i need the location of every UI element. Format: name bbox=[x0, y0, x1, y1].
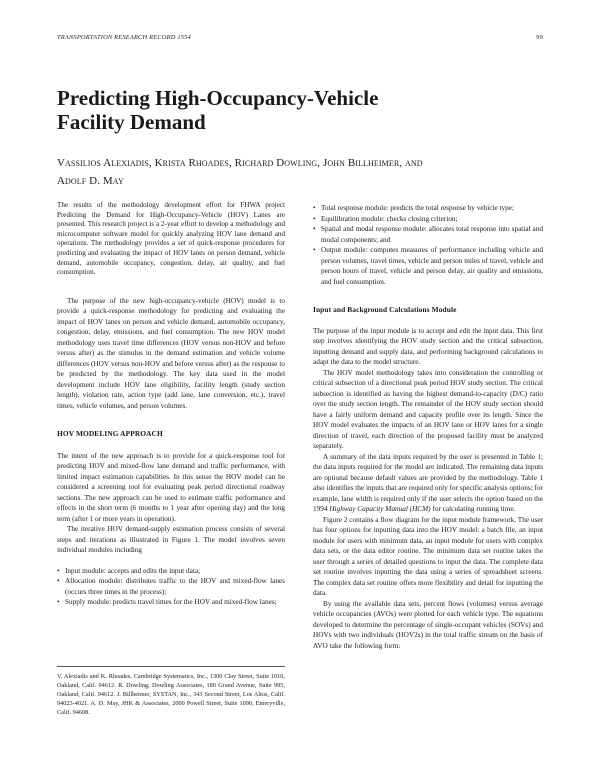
footnote-divider bbox=[57, 666, 285, 667]
left-column bbox=[57, 201, 285, 608]
abstract: The results of the methodology development effort for FHWA project Predicting the Demand for High-Occupancy-Vehicle (HOV) Lanes are presented. This research project is a 2-year effort to develop a methodology and microcomputer software model for quickly analyzing HOV lane demand and operations. The methodology provides a set of quick-response procedures for predicting and evaluating the impact of HOV lanes on person demand, vehicle demand, automobile occupancy, congestion, delay, air quality, and fuel consumption. bbox=[57, 201, 285, 277]
module-list-left bbox=[57, 566, 285, 608]
title-line-1: Predicting High-Occupancy-Vehicle bbox=[57, 86, 379, 110]
approach-paragraph-1: The intent of the new approach is to provide for a quick-response tool for predicting HOV and mixed-flow lane demand and traffic performance, with limited impact estimation capabilities. In this sense the HOV model can be considered a screening tool for evaluating peak period directional roadway sections. The new approach can be used to estimate traffic performance and effects in the short term (6 months to 1 year after opening day) and the long term (after 1 or more years in operation). bbox=[57, 451, 285, 523]
list-item: • Supply module: predicts travel times for the HOV and mixed-flow lanes; bbox=[57, 598, 277, 607]
approach-paragraph-2: The iterative HOV demand-supply estimation process consists of several steps and iterations as illustrated in Figure 1. The model involves seven individual modules including bbox=[57, 525, 285, 555]
right-column bbox=[313, 203, 543, 651]
title-line-2: Facility Demand bbox=[57, 110, 206, 134]
journal-name: TRANSPORTATION RESEARCH RECORD 1554 bbox=[57, 34, 191, 41]
hcm-reference: Highway Capacity Manual (HCM) bbox=[329, 505, 431, 513]
author-affiliations-footnote: V. Alexiadis and K. Rhoades, Cambridge Systematics, Inc., 1300 Clay Street, Suite 1010, Oakland, Calif. 94612. R. Dowling, Dowling Associates, 180 Grand Avenue, Suite 995, Oakland, Calif. 94612. J. Billheimer, SYSTAN, Inc., 343 Second Street, Los Altos, Calif. 94023-4021. A. D. May, JHK & Associates, 2000 Powell Street, Suite 1090, Emeryville, Calif. 94608. bbox=[57, 673, 285, 716]
module-list-right bbox=[313, 203, 543, 287]
list-item: • Allocation module: distributes traffic to the HOV and mixed-flow lanes (occurs three times in the process); bbox=[57, 577, 285, 596]
input-paragraph-2: The HOV model methodology takes into consideration the controlling or critical subsection of a directional peak period HOV study section. The critical subsection is identified as having the highest demand-to-capacity (D/C) ratio over the study section length. The remainder of the HOV study section should have a fairly uniform demand and capacity profile over its length. Since the HOV model evaluates the impacts of an HOV lane or HOV lanes for a single direction of travel, each direction of the proposed facility must be analyzed separately. bbox=[313, 368, 543, 450]
list-item: • Total response module: predicts the total response by vehicle type; bbox=[313, 204, 514, 212]
intro-paragraph: The purpose of the new high-occupancy-vehicle (HOV) model is to provide a quick-response methodology for predicting and evaluating the impact of HOV lanes on person and vehicle demand, automobile occupancy, congestion, delay, emissions, and fuel consumption. The new HOV model methodology uses travel time differences (HOV versus non-HOV and before versus after) as the stimulus in the demand estimation and vehicle volume differences (HOV versus non-HOV and before versus after) as the response to be predicted by the methodology. The key data used in the model development include HOV lane eligibility, facility length (study section length), violation rate, action type (add lane, lane conversion, etc.), travel times, vehicle volumes, and person volumes. bbox=[57, 296, 285, 410]
input-paragraph-1: The purpose of the input module is to accept and edit the input data. This first step involves identifying the HOV study section and the critical subsection, inputting demand and supply data, and performing background calculations to adapt the data to the model structure. bbox=[313, 326, 543, 366]
input-paragraph-3: A summary of the data inputs required by the user is presented in Table 1; the data inputs required for the model are indicated. The remaining data inputs are optional because default values are provided by the methodology. Table 1 also identifies the inputs that are required only for specific analysis options; for example, lane width is required only if the user selects the option based on the 1994 Highway Capacity Manual (HCM) for calculating running time. bbox=[313, 452, 543, 513]
list-item: • Input module: accepts and edits the input data; bbox=[57, 566, 201, 575]
running-head bbox=[57, 34, 543, 46]
input-paragraph-4: Figure 2 contains a flow diagram for the input module framework. The user has four options for inputting data into the HOV model: a batch file, an input module for users with minimum data, an input module for users with complex data sets, or the data editor routine. The minimum data set routine takes the user through a series of detailed questions to input the data. The complete data set routine involves inputting the data using a series of spreadsheet screens. The complex data set routine offers more flexibility and detail for inputting the data. bbox=[313, 515, 543, 597]
section-heading-modeling-approach: HOV MODELING APPROACH bbox=[57, 429, 163, 439]
list-item: • Output module: computes measures of performance including vehicle and person volumes, travel times, vehicle and person miles of travel, vehicle and person hours of travel, vehicle and person delay, air quality and emissions, and fuel consumption. bbox=[313, 246, 543, 286]
article-title bbox=[57, 86, 487, 134]
input-paragraph-5: By using the available data sets, percent flows (volumes) versus average vehicle occupancies (AVOs) were plotted for each vehicle type. The equations developed to determine the percentage of single-occupant vehicles (SOVs) and HOVs with two individuals (HOV2s) in the total traffic stream on the basis of AVO take the following form: bbox=[313, 599, 543, 650]
section-heading-input-module: Input and Background Calculations Module bbox=[313, 305, 457, 314]
list-item: • Equilibration module: checks closing criterion; bbox=[313, 214, 458, 223]
authors-line-2: Adolf D. May bbox=[57, 175, 124, 187]
authors-line-1: Vassilios Alexiadis, Krista Rhoades, Richard Dowling, John Billheimer, and bbox=[57, 157, 423, 169]
list-item: • Spatial and modal response module: allocates total response into spatial and modal components; and bbox=[313, 225, 543, 244]
author-list bbox=[57, 154, 537, 190]
page-number: 99 bbox=[536, 34, 543, 41]
